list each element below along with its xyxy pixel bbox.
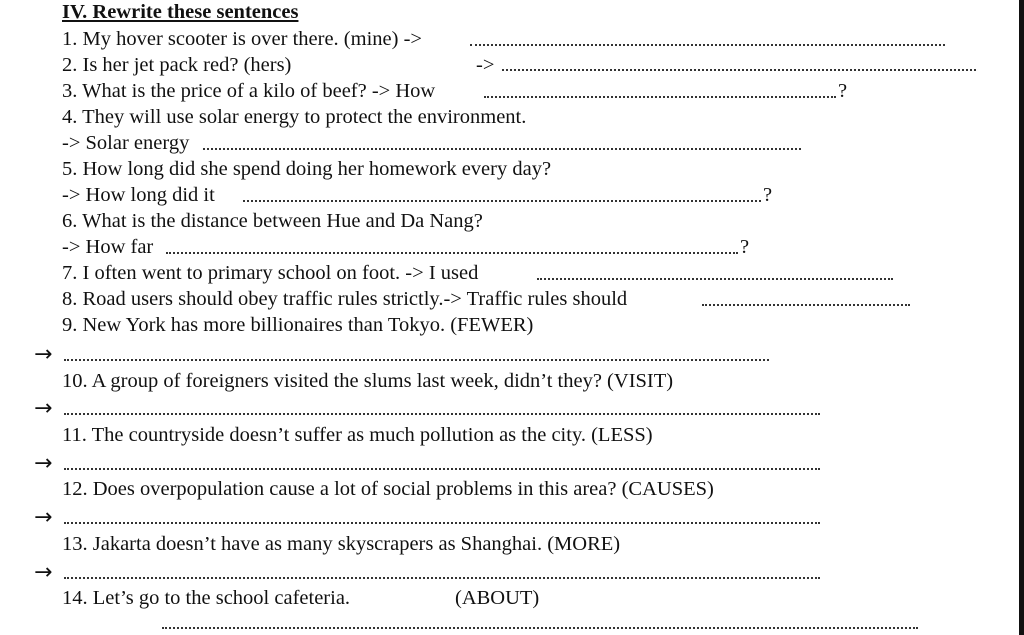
answer-line-14[interactable] bbox=[162, 627, 918, 629]
item-4-prompt: -> Solar energy bbox=[62, 132, 190, 154]
answer-line-9[interactable] bbox=[64, 359, 769, 361]
answer-line-3[interactable] bbox=[484, 96, 836, 98]
item-5-question-mark: ? bbox=[763, 184, 773, 206]
item-8: 8. Road users should obey traffic rules strictly.-> Traffic rules should bbox=[62, 288, 628, 310]
arrow-icon: → bbox=[34, 560, 53, 585]
answer-line-10[interactable] bbox=[64, 413, 820, 415]
answer-line-11[interactable] bbox=[64, 468, 820, 470]
answer-line-2[interactable] bbox=[502, 69, 976, 71]
item-11: 11. The countryside doesn’t suffer as much pollution as the city. (LESS) bbox=[62, 424, 653, 446]
item-14: 14. Let’s go to the school cafeteria. bbox=[62, 587, 351, 609]
item-6: 6. What is the distance between Hue and Da Nang? bbox=[62, 210, 483, 232]
answer-line-7[interactable] bbox=[537, 278, 893, 280]
item-2-arrow: -> bbox=[476, 54, 495, 76]
item-2: 2. Is her jet pack red? (hers) bbox=[62, 54, 292, 76]
page-edge-divider bbox=[1019, 0, 1024, 635]
section-title: IV. Rewrite these sentences bbox=[62, 1, 299, 23]
item-9: 9. New York has more billionaires than Tokyo. (FEWER) bbox=[62, 314, 534, 336]
answer-line-5[interactable] bbox=[243, 200, 761, 202]
answer-line-8[interactable] bbox=[702, 304, 910, 306]
item-3: 3. What is the price of a kilo of beef? -> How bbox=[62, 80, 436, 102]
item-4: 4. They will use solar energy to protect the environment. bbox=[62, 106, 527, 128]
answer-line-4[interactable] bbox=[203, 148, 801, 150]
answer-line-13[interactable] bbox=[64, 577, 820, 579]
arrow-icon: → bbox=[34, 342, 53, 367]
arrow-icon: → bbox=[34, 396, 53, 421]
item-5-prompt: -> How long did it bbox=[62, 184, 215, 206]
arrow-icon: → bbox=[34, 505, 53, 530]
item-5: 5. How long did she spend doing her homework every day? bbox=[62, 158, 552, 180]
item-12: 12. Does overpopulation cause a lot of social problems in this area? (CAUSES) bbox=[62, 478, 714, 500]
item-1: 1. My hover scooter is over there. (mine) -> bbox=[62, 28, 422, 50]
item-6-prompt: -> How far bbox=[62, 236, 154, 258]
item-3-question-mark: ? bbox=[838, 80, 848, 102]
item-14-keyword: (ABOUT) bbox=[455, 587, 540, 609]
answer-line-1[interactable] bbox=[470, 44, 945, 46]
item-13: 13. Jakarta doesn’t have as many skyscrapers as Shanghai. (MORE) bbox=[62, 533, 621, 555]
item-7: 7. I often went to primary school on foot. -> I used bbox=[62, 262, 479, 284]
answer-line-12[interactable] bbox=[64, 522, 820, 524]
item-6-question-mark: ? bbox=[740, 236, 750, 258]
item-10: 10. A group of foreigners visited the slums last week, didn’t they? (VISIT) bbox=[62, 370, 674, 392]
answer-line-6[interactable] bbox=[166, 252, 738, 254]
arrow-icon: → bbox=[34, 451, 53, 476]
